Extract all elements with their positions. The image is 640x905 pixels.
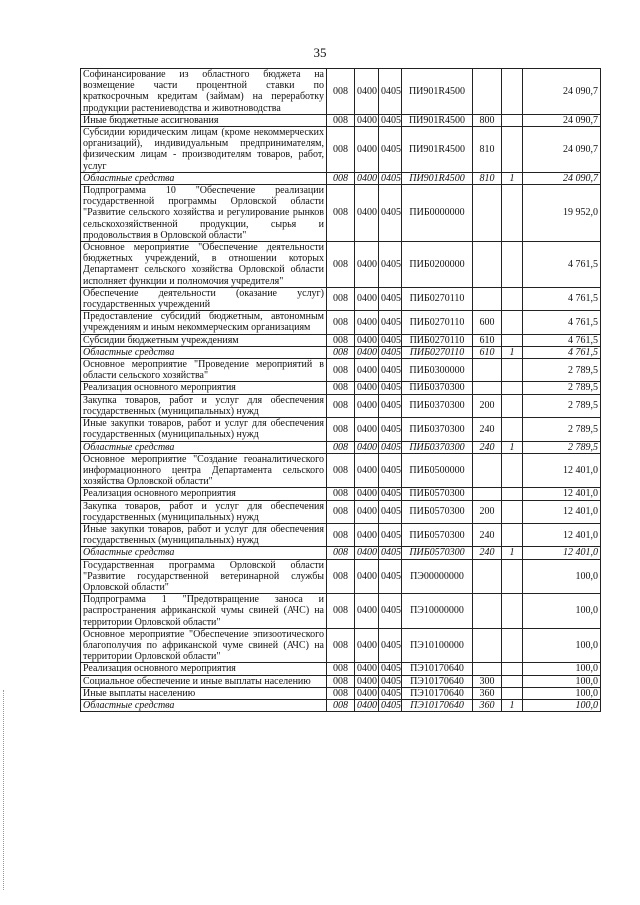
row-section-code: 0400 bbox=[355, 699, 379, 711]
table-row bbox=[81, 69, 601, 115]
row-section-code: 0400 bbox=[355, 114, 379, 126]
row-target-code: ПИБ0570300 bbox=[402, 500, 473, 523]
row-fund-code bbox=[502, 418, 523, 441]
row-subsection-code: 0405 bbox=[379, 359, 402, 382]
row-target-code: ПИ901R4500 bbox=[402, 114, 473, 126]
row-expense-type-code bbox=[473, 663, 502, 675]
row-admin-code: 008 bbox=[327, 699, 355, 711]
row-subsection-code: 0405 bbox=[379, 594, 402, 629]
row-subsection-code: 0405 bbox=[379, 453, 402, 488]
row-section-code: 0400 bbox=[355, 127, 379, 173]
row-section-code: 0400 bbox=[355, 346, 379, 358]
table-row bbox=[81, 559, 601, 594]
row-section-code: 0400 bbox=[355, 69, 379, 115]
row-name: Областные средства bbox=[81, 547, 327, 559]
row-admin-code: 008 bbox=[327, 594, 355, 629]
table-row bbox=[81, 242, 601, 288]
row-admin-code: 008 bbox=[327, 114, 355, 126]
row-expense-type-code bbox=[473, 382, 502, 394]
left-margin-mark bbox=[3, 690, 5, 890]
row-subsection-code: 0405 bbox=[379, 547, 402, 559]
row-subsection-code: 0405 bbox=[379, 114, 402, 126]
row-expense-type-code: 200 bbox=[473, 394, 502, 417]
row-target-code: ПИБ0000000 bbox=[402, 185, 473, 242]
row-fund-code bbox=[502, 594, 523, 629]
row-name: Областные средства bbox=[81, 172, 327, 184]
row-section-code: 0400 bbox=[355, 500, 379, 523]
row-name: Областные средства bbox=[81, 699, 327, 711]
row-admin-code: 008 bbox=[327, 242, 355, 288]
row-fund-code: 1 bbox=[502, 441, 523, 453]
row-amount: 12 401,0 bbox=[523, 523, 601, 546]
row-subsection-code: 0405 bbox=[379, 418, 402, 441]
row-subsection-code: 0405 bbox=[379, 69, 402, 115]
table-row bbox=[81, 394, 601, 417]
row-section-code: 0400 bbox=[355, 488, 379, 500]
row-fund-code bbox=[502, 242, 523, 288]
row-subsection-code: 0405 bbox=[379, 488, 402, 500]
row-expense-type-code bbox=[473, 559, 502, 594]
row-name: Закупка товаров, работ и услуг для обеспечения государственных (муниципальных) нужд bbox=[81, 394, 327, 417]
row-amount: 100,0 bbox=[523, 675, 601, 687]
table-row bbox=[81, 675, 601, 687]
row-name: Обеспечение деятельности (оказание услуг) государственных учреждений bbox=[81, 287, 327, 310]
row-expense-type-code bbox=[473, 488, 502, 500]
row-section-code: 0400 bbox=[355, 687, 379, 699]
table-row bbox=[81, 628, 601, 663]
row-fund-code bbox=[502, 287, 523, 310]
row-section-code: 0400 bbox=[355, 547, 379, 559]
row-fund-code: 1 bbox=[502, 346, 523, 358]
budget-table bbox=[80, 68, 601, 712]
row-amount: 19 952,0 bbox=[523, 185, 601, 242]
row-amount: 100,0 bbox=[523, 559, 601, 594]
row-subsection-code: 0405 bbox=[379, 185, 402, 242]
row-subsection-code: 0405 bbox=[379, 699, 402, 711]
row-target-code: ПИБ0270110 bbox=[402, 346, 473, 358]
row-subsection-code: 0405 bbox=[379, 334, 402, 346]
row-fund-code bbox=[502, 523, 523, 546]
table-row bbox=[81, 185, 601, 242]
table-row bbox=[81, 359, 601, 382]
row-amount: 2 789,5 bbox=[523, 359, 601, 382]
row-fund-code bbox=[502, 628, 523, 663]
table-row bbox=[81, 334, 601, 346]
row-admin-code: 008 bbox=[327, 547, 355, 559]
row-admin-code: 008 bbox=[327, 441, 355, 453]
row-fund-code bbox=[502, 69, 523, 115]
row-target-code: ПИБ0370300 bbox=[402, 394, 473, 417]
row-fund-code bbox=[502, 185, 523, 242]
row-section-code: 0400 bbox=[355, 172, 379, 184]
row-expense-type-code: 610 bbox=[473, 334, 502, 346]
row-target-code: ПИБ0570300 bbox=[402, 488, 473, 500]
table-row bbox=[81, 441, 601, 453]
row-name: Подпрограмма 10 "Обеспечение реализации государственной программы Орловской области "Развитие сельского хозяйства и регулирование рынков сельскохозяйственной продукции, сырья и продовольствия в Орловской области" bbox=[81, 185, 327, 242]
row-name: Основное мероприятие "Обеспечение эпизоотического благополучия по африканской чуме свиней (АЧС) на территории Орловской области" bbox=[81, 628, 327, 663]
row-amount: 24 090,7 bbox=[523, 69, 601, 115]
row-subsection-code: 0405 bbox=[379, 441, 402, 453]
row-target-code: ПЭ10000000 bbox=[402, 594, 473, 629]
row-name: Основное мероприятие "Обеспечение деятельности бюджетных учреждений, в отношении которых Департамент сельского хозяйства Орловской области исполняет функции и полномочия учредителя" bbox=[81, 242, 327, 288]
row-amount: 100,0 bbox=[523, 628, 601, 663]
row-amount: 2 789,5 bbox=[523, 382, 601, 394]
row-amount: 2 789,5 bbox=[523, 394, 601, 417]
row-expense-type-code: 800 bbox=[473, 114, 502, 126]
row-fund-code bbox=[502, 127, 523, 173]
row-fund-code bbox=[502, 359, 523, 382]
row-subsection-code: 0405 bbox=[379, 559, 402, 594]
row-expense-type-code: 240 bbox=[473, 523, 502, 546]
row-target-code: ПИБ0370300 bbox=[402, 441, 473, 453]
row-name: Реализация основного мероприятия bbox=[81, 488, 327, 500]
row-admin-code: 008 bbox=[327, 500, 355, 523]
row-target-code: ПИБ0270110 bbox=[402, 334, 473, 346]
row-fund-code bbox=[502, 687, 523, 699]
row-admin-code: 008 bbox=[327, 334, 355, 346]
row-expense-type-code bbox=[473, 594, 502, 629]
row-target-code: ПИБ0570300 bbox=[402, 547, 473, 559]
row-target-code: ПИ901R4500 bbox=[402, 172, 473, 184]
row-name: Иные выплаты населению bbox=[81, 687, 327, 699]
row-name: Иные закупки товаров, работ и услуг для обеспечения государственных (муниципальных) нужд bbox=[81, 418, 327, 441]
row-subsection-code: 0405 bbox=[379, 287, 402, 310]
row-section-code: 0400 bbox=[355, 382, 379, 394]
table-row bbox=[81, 311, 601, 334]
row-expense-type-code bbox=[473, 242, 502, 288]
row-admin-code: 008 bbox=[327, 311, 355, 334]
row-section-code: 0400 bbox=[355, 394, 379, 417]
row-fund-code: 1 bbox=[502, 172, 523, 184]
row-section-code: 0400 bbox=[355, 453, 379, 488]
table-row bbox=[81, 547, 601, 559]
row-expense-type-code bbox=[473, 185, 502, 242]
row-subsection-code: 0405 bbox=[379, 127, 402, 173]
row-expense-type-code: 600 bbox=[473, 311, 502, 334]
row-admin-code: 008 bbox=[327, 453, 355, 488]
table-row bbox=[81, 382, 601, 394]
row-section-code: 0400 bbox=[355, 523, 379, 546]
row-admin-code: 008 bbox=[327, 359, 355, 382]
row-admin-code: 008 bbox=[327, 418, 355, 441]
table-row bbox=[81, 699, 601, 711]
table-row bbox=[81, 127, 601, 173]
row-amount: 4 761,5 bbox=[523, 346, 601, 358]
row-amount: 2 789,5 bbox=[523, 418, 601, 441]
row-amount: 12 401,0 bbox=[523, 547, 601, 559]
row-subsection-code: 0405 bbox=[379, 663, 402, 675]
row-fund-code bbox=[502, 559, 523, 594]
row-target-code: ПЭ10100000 bbox=[402, 628, 473, 663]
row-fund-code bbox=[502, 382, 523, 394]
row-subsection-code: 0405 bbox=[379, 382, 402, 394]
row-expense-type-code bbox=[473, 453, 502, 488]
row-name: Иные бюджетные ассигнования bbox=[81, 114, 327, 126]
row-admin-code: 008 bbox=[327, 287, 355, 310]
row-name: Социальное обеспечение и иные выплаты населению bbox=[81, 675, 327, 687]
row-admin-code: 008 bbox=[327, 382, 355, 394]
row-admin-code: 008 bbox=[327, 675, 355, 687]
row-section-code: 0400 bbox=[355, 185, 379, 242]
row-target-code: ПИБ0200000 bbox=[402, 242, 473, 288]
row-subsection-code: 0405 bbox=[379, 687, 402, 699]
row-target-code: ПИБ0370300 bbox=[402, 418, 473, 441]
row-section-code: 0400 bbox=[355, 418, 379, 441]
row-target-code: ПИБ0570300 bbox=[402, 523, 473, 546]
table-row bbox=[81, 488, 601, 500]
row-expense-type-code: 240 bbox=[473, 418, 502, 441]
row-subsection-code: 0405 bbox=[379, 172, 402, 184]
row-amount: 12 401,0 bbox=[523, 500, 601, 523]
row-name: Реализация основного мероприятия bbox=[81, 382, 327, 394]
row-target-code: ПИБ0300000 bbox=[402, 359, 473, 382]
row-target-code: ПЭ10170640 bbox=[402, 687, 473, 699]
row-target-code: ПИБ0270110 bbox=[402, 311, 473, 334]
row-fund-code bbox=[502, 114, 523, 126]
row-expense-type-code bbox=[473, 287, 502, 310]
row-target-code: ПИ901R4500 bbox=[402, 69, 473, 115]
row-admin-code: 008 bbox=[327, 663, 355, 675]
row-name: Областные средства bbox=[81, 346, 327, 358]
table-row bbox=[81, 663, 601, 675]
row-expense-type-code: 240 bbox=[473, 441, 502, 453]
row-amount: 2 789,5 bbox=[523, 441, 601, 453]
row-name: Реализация основного мероприятия bbox=[81, 663, 327, 675]
row-subsection-code: 0405 bbox=[379, 394, 402, 417]
table-row bbox=[81, 172, 601, 184]
row-amount: 4 761,5 bbox=[523, 287, 601, 310]
row-name: Закупка товаров, работ и услуг для обеспечения государственных (муниципальных) нужд bbox=[81, 500, 327, 523]
row-amount: 12 401,0 bbox=[523, 453, 601, 488]
row-admin-code: 008 bbox=[327, 687, 355, 699]
row-expense-type-code: 360 bbox=[473, 687, 502, 699]
row-name: Субсидии бюджетным учреждениям bbox=[81, 334, 327, 346]
row-expense-type-code bbox=[473, 359, 502, 382]
row-fund-code bbox=[502, 500, 523, 523]
page-number: 35 bbox=[313, 45, 327, 60]
row-target-code: ПИБ0370300 bbox=[402, 382, 473, 394]
row-section-code: 0400 bbox=[355, 311, 379, 334]
table-row bbox=[81, 453, 601, 488]
row-target-code: ПИБ0270110 bbox=[402, 287, 473, 310]
row-expense-type-code: 360 bbox=[473, 699, 502, 711]
row-expense-type-code: 200 bbox=[473, 500, 502, 523]
row-admin-code: 008 bbox=[327, 559, 355, 594]
row-name: Областные средства bbox=[81, 441, 327, 453]
row-fund-code bbox=[502, 453, 523, 488]
row-admin-code: 008 bbox=[327, 346, 355, 358]
table-row bbox=[81, 287, 601, 310]
row-admin-code: 008 bbox=[327, 523, 355, 546]
row-subsection-code: 0405 bbox=[379, 242, 402, 288]
row-fund-code bbox=[502, 311, 523, 334]
table-row bbox=[81, 687, 601, 699]
row-section-code: 0400 bbox=[355, 359, 379, 382]
row-name: Государственная программа Орловской области "Развитие государственной ветеринарной службы Орловской области" bbox=[81, 559, 327, 594]
row-section-code: 0400 bbox=[355, 287, 379, 310]
row-fund-code bbox=[502, 394, 523, 417]
row-fund-code bbox=[502, 488, 523, 500]
row-fund-code bbox=[502, 334, 523, 346]
row-expense-type-code bbox=[473, 628, 502, 663]
row-subsection-code: 0405 bbox=[379, 500, 402, 523]
row-amount: 4 761,5 bbox=[523, 311, 601, 334]
row-expense-type-code: 240 bbox=[473, 547, 502, 559]
row-target-code: ПИ901R4500 bbox=[402, 127, 473, 173]
row-amount: 4 761,5 bbox=[523, 334, 601, 346]
row-section-code: 0400 bbox=[355, 441, 379, 453]
row-target-code: ПЭ10170640 bbox=[402, 675, 473, 687]
row-fund-code bbox=[502, 675, 523, 687]
row-expense-type-code bbox=[473, 69, 502, 115]
row-amount: 100,0 bbox=[523, 687, 601, 699]
row-expense-type-code: 810 bbox=[473, 172, 502, 184]
row-section-code: 0400 bbox=[355, 628, 379, 663]
row-fund-code: 1 bbox=[502, 547, 523, 559]
row-name: Софинансирование из областного бюджета на возмещение части процентной ставки по краткосрочным кредитам (займам) на переработку продукции растениеводства и животноводства bbox=[81, 69, 327, 115]
table-row bbox=[81, 418, 601, 441]
row-admin-code: 008 bbox=[327, 127, 355, 173]
row-expense-type-code: 300 bbox=[473, 675, 502, 687]
row-amount: 24 090,7 bbox=[523, 127, 601, 173]
row-amount: 100,0 bbox=[523, 594, 601, 629]
table-row bbox=[81, 500, 601, 523]
row-amount: 12 401,0 bbox=[523, 488, 601, 500]
row-subsection-code: 0405 bbox=[379, 675, 402, 687]
row-admin-code: 008 bbox=[327, 394, 355, 417]
row-section-code: 0400 bbox=[355, 559, 379, 594]
row-fund-code: 1 bbox=[502, 699, 523, 711]
row-target-code: ПЭ10170640 bbox=[402, 699, 473, 711]
row-amount: 100,0 bbox=[523, 699, 601, 711]
row-target-code: ПЭ10170640 bbox=[402, 663, 473, 675]
row-section-code: 0400 bbox=[355, 334, 379, 346]
row-admin-code: 008 bbox=[327, 488, 355, 500]
row-expense-type-code: 810 bbox=[473, 127, 502, 173]
row-name: Иные закупки товаров, работ и услуг для обеспечения государственных (муниципальных) нужд bbox=[81, 523, 327, 546]
row-admin-code: 008 bbox=[327, 172, 355, 184]
row-target-code: ПЭ00000000 bbox=[402, 559, 473, 594]
table-row bbox=[81, 523, 601, 546]
row-admin-code: 008 bbox=[327, 69, 355, 115]
table-row bbox=[81, 346, 601, 358]
row-amount: 24 090,7 bbox=[523, 114, 601, 126]
row-name: Субсидии юридическим лицам (кроме некоммерческих организаций), индивидуальным предпринимателям, физическим лицам - производителям товаров, работ, услуг bbox=[81, 127, 327, 173]
row-amount: 24 090,7 bbox=[523, 172, 601, 184]
row-section-code: 0400 bbox=[355, 675, 379, 687]
table-row bbox=[81, 594, 601, 629]
row-subsection-code: 0405 bbox=[379, 628, 402, 663]
row-admin-code: 008 bbox=[327, 185, 355, 242]
row-fund-code bbox=[502, 663, 523, 675]
row-name: Подпрограмма 1 "Предотвращение заноса и распространения африканской чумы свиней (АЧС) на территории Орловской области" bbox=[81, 594, 327, 629]
budget-table-body bbox=[81, 69, 601, 712]
row-name: Основное мероприятие "Создание геоаналитического информационного центра Департамента сельского хозяйства Орловской области" bbox=[81, 453, 327, 488]
row-name: Основное мероприятие "Проведение мероприятий в области сельского хозяйства" bbox=[81, 359, 327, 382]
row-subsection-code: 0405 bbox=[379, 311, 402, 334]
row-section-code: 0400 bbox=[355, 663, 379, 675]
row-subsection-code: 0405 bbox=[379, 346, 402, 358]
row-expense-type-code: 610 bbox=[473, 346, 502, 358]
row-name: Предоставление субсидий бюджетным, автономным учреждениям и иным некоммерческим организациям bbox=[81, 311, 327, 334]
row-amount: 4 761,5 bbox=[523, 242, 601, 288]
row-section-code: 0400 bbox=[355, 594, 379, 629]
row-admin-code: 008 bbox=[327, 628, 355, 663]
table-row bbox=[81, 114, 601, 126]
row-amount: 100,0 bbox=[523, 663, 601, 675]
row-target-code: ПИБ0500000 bbox=[402, 453, 473, 488]
row-section-code: 0400 bbox=[355, 242, 379, 288]
row-subsection-code: 0405 bbox=[379, 523, 402, 546]
